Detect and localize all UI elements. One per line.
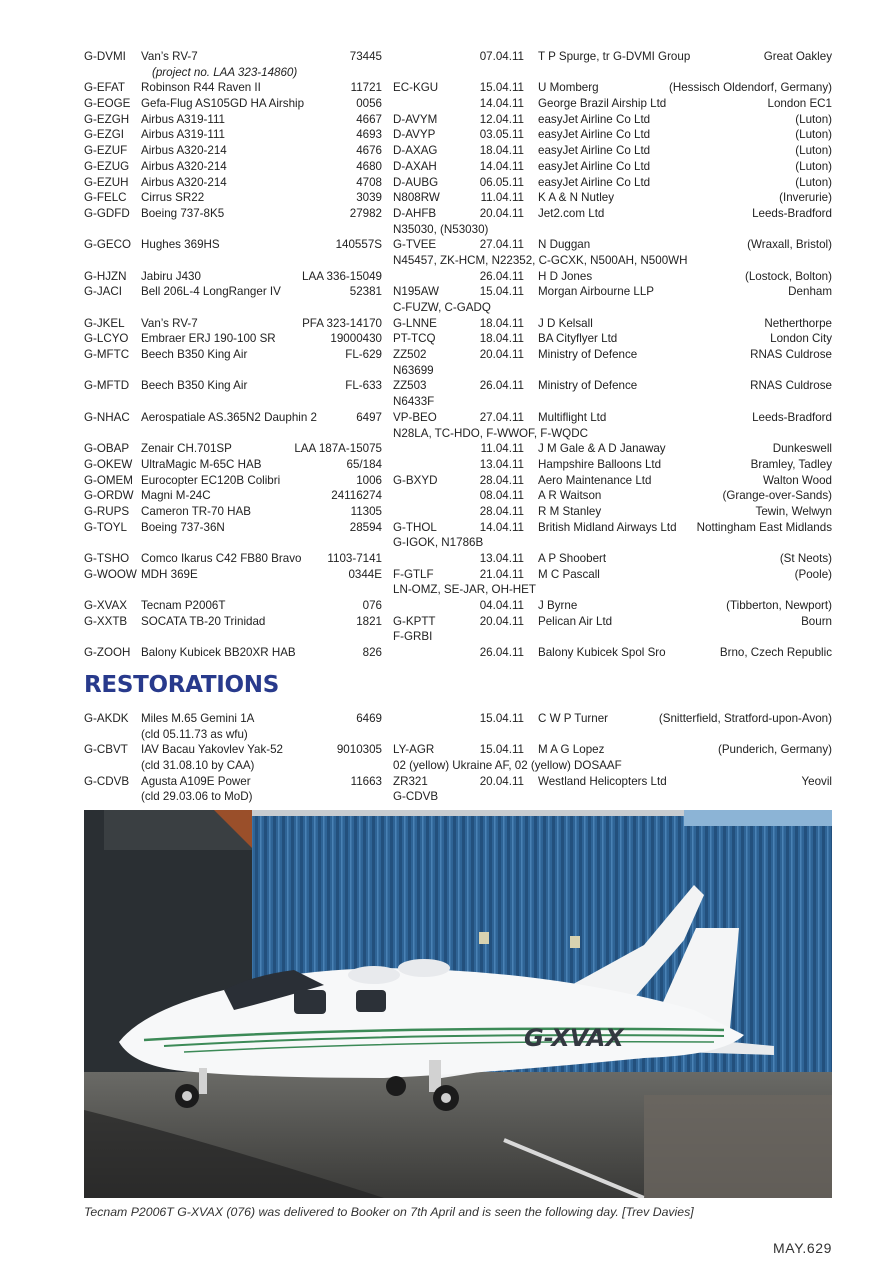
constructor-number: 0056 xyxy=(356,97,382,111)
owner: easyJet Airline Co Ltd xyxy=(538,128,651,142)
previous-identity: ZZ502 xyxy=(393,348,427,362)
aircraft-type: Agusta A109E Power xyxy=(141,774,251,788)
previous-identity: D-AXAG xyxy=(393,144,438,158)
registration: G-EZUH xyxy=(84,175,129,189)
row-continuation xyxy=(84,426,832,442)
aircraft-type: Gefa-Flug AS105GD HA Airship xyxy=(141,97,305,111)
registration: G-TSHO xyxy=(84,552,130,565)
constructor-number: 73445 xyxy=(349,50,382,63)
registration-date: 28.04.11 xyxy=(479,504,524,518)
register-table xyxy=(84,49,832,661)
aircraft-type: Miles M.65 Gemini 1A xyxy=(141,712,255,725)
row-continuation xyxy=(84,394,832,410)
table-row xyxy=(84,269,832,285)
aircraft-type: Beech B350 King Air xyxy=(141,348,248,362)
previous-identity: G-BXYD xyxy=(393,473,438,487)
constructor-number: 11721 xyxy=(350,81,382,95)
table-row xyxy=(84,410,832,426)
constructor-number: PFA 323-14170 xyxy=(302,316,382,330)
constructor-number: 52381 xyxy=(349,285,382,299)
location: Great Oakley xyxy=(763,50,832,63)
previous-identities-continued: N63699 xyxy=(393,363,434,377)
aircraft-type: Aerospatiale AS.365N2 Dauphin 2 xyxy=(141,410,317,424)
registration-date: 20.04.11 xyxy=(479,614,524,628)
owner: Ministry of Defence xyxy=(538,379,638,393)
registration-date: 03.05.11 xyxy=(479,128,524,142)
aircraft-type: Embraer ERJ 190-100 SR xyxy=(141,332,276,346)
owner: M A G Lopez xyxy=(538,743,605,757)
previous-identities-continued: N35030, (N53030) xyxy=(393,222,489,236)
constructor-number: 28594 xyxy=(349,520,382,534)
location: (Punderich, Germany) xyxy=(717,743,832,757)
registration: G-XVAX xyxy=(84,599,127,613)
previous-identity: PT-TCQ xyxy=(393,332,436,346)
table-row xyxy=(84,159,832,175)
aircraft-type: Zenair CH.701SP xyxy=(141,442,232,456)
aircraft-type: Airbus A320-214 xyxy=(141,144,227,158)
owner: Balony Kubicek Spol Sro xyxy=(538,646,666,660)
previous-identities-continued: F-GRBI xyxy=(393,630,433,644)
aircraft-photo xyxy=(84,810,832,1198)
constructor-number: 4708 xyxy=(356,175,382,189)
registration-date: 04.04.11 xyxy=(479,599,524,613)
aircraft-type: MDH 369E xyxy=(141,567,198,581)
previous-identity: F-GTLF xyxy=(393,567,434,581)
table-row xyxy=(84,127,832,143)
registration: G-MFTD xyxy=(84,379,130,393)
constructor-number: 140557S xyxy=(335,238,382,252)
row-continuation xyxy=(84,789,832,805)
aircraft-type: SOCATA TB-20 Trinidad xyxy=(141,614,266,628)
registration-date: 21.04.11 xyxy=(479,567,524,581)
row-continuation xyxy=(84,758,832,774)
location: Brno, Czech Republic xyxy=(719,646,832,660)
location: Bourn xyxy=(801,614,832,628)
registration-date: 14.04.11 xyxy=(479,520,524,534)
owner: Multiflight Ltd xyxy=(538,410,607,424)
registration: G-JACI xyxy=(84,285,123,299)
constructor-number: 4676 xyxy=(356,144,382,158)
registration-date: 13.04.11 xyxy=(479,552,524,565)
constructor-number: 4693 xyxy=(356,128,382,142)
owner: easyJet Airline Co Ltd xyxy=(538,159,651,173)
owner: Morgan Airbourne LLP xyxy=(538,285,655,299)
constructor-number: 1006 xyxy=(356,473,382,487)
aircraft-registration-marking: G-XVAX xyxy=(524,1024,624,1052)
owner: R M Stanley xyxy=(538,504,602,518)
table-row xyxy=(84,96,832,112)
registration-date: 18.04.11 xyxy=(479,316,524,330)
table-row xyxy=(84,206,832,222)
location: (Luton) xyxy=(795,159,832,173)
owner: J D Kelsall xyxy=(538,316,593,330)
location: (Luton) xyxy=(795,128,832,142)
table-row xyxy=(84,49,832,65)
aircraft-type: Magni M-24C xyxy=(141,489,211,503)
row-note xyxy=(84,65,832,81)
table-row xyxy=(84,347,832,363)
previous-identity: LY-AGR xyxy=(393,743,435,757)
owner: J Byrne xyxy=(538,599,578,613)
registration: G-HJZN xyxy=(84,269,127,283)
page-number: MAY.629 xyxy=(773,1240,832,1256)
registration: G-AKDK xyxy=(84,712,129,725)
aircraft-type: Van’s RV-7 xyxy=(141,50,198,63)
table-row xyxy=(84,488,832,504)
registration-date: 27.04.11 xyxy=(479,238,524,252)
table-row xyxy=(84,473,832,489)
previous-identities-continued: G-IGOK, N1786B xyxy=(393,536,484,550)
location: Dunkeswell xyxy=(772,442,832,456)
table-row xyxy=(84,175,832,191)
constructor-number: 19000430 xyxy=(330,332,382,346)
previous-identities-continued: LN-OMZ, SE-JAR, OH-HET xyxy=(393,583,536,597)
aircraft-type: Bell 206L-4 LongRanger IV xyxy=(141,285,281,299)
registration: G-FELC xyxy=(84,191,127,205)
registration-date: 26.04.11 xyxy=(479,379,524,393)
location: (Poole) xyxy=(794,567,832,581)
previous-identity: G-KPTT xyxy=(393,614,436,628)
registration-date: 15.04.11 xyxy=(479,285,524,299)
table-row xyxy=(84,457,832,473)
previous-identities-continued: C-FUZW, C-GADQ xyxy=(393,301,491,314)
location: (St Neots) xyxy=(779,552,832,565)
registration: G-RUPS xyxy=(84,504,130,518)
owner: K A & N Nutley xyxy=(538,191,615,205)
constructor-number: 076 xyxy=(362,599,382,613)
aircraft-type: Airbus A320-214 xyxy=(141,175,227,189)
registration: G-TOYL xyxy=(84,520,127,534)
registration: G-ORDW xyxy=(84,489,134,503)
registration-date: 27.04.11 xyxy=(479,410,524,424)
table-row xyxy=(84,551,832,567)
registration: G-OMEM xyxy=(84,473,133,487)
registration-date: 18.04.11 xyxy=(479,144,524,158)
constructor-number: FL-629 xyxy=(345,348,382,362)
location: (Hessisch Oldendorf, Germany) xyxy=(668,81,832,95)
registration-date: 14.04.11 xyxy=(479,97,524,111)
table-row xyxy=(84,711,832,727)
previous-identities-continued: G-CDVB xyxy=(393,790,439,804)
table-row xyxy=(84,614,832,630)
aircraft-type: Eurocopter EC120B Colibri xyxy=(141,473,281,487)
previous-identity: G-THOL xyxy=(393,520,437,534)
registration: G-CBVT xyxy=(84,743,128,757)
registration: G-JKEL xyxy=(84,316,125,330)
table-row xyxy=(84,331,832,347)
owner: easyJet Airline Co Ltd xyxy=(538,144,651,158)
owner: easyJet Airline Co Ltd xyxy=(538,112,651,126)
location: (Luton) xyxy=(795,112,832,126)
owner: A R Waitson xyxy=(538,489,602,503)
table-row xyxy=(84,520,832,536)
owner: N Duggan xyxy=(538,238,591,252)
constructor-number: 826 xyxy=(362,646,382,660)
owner: H D Jones xyxy=(538,269,593,283)
previous-identities-continued: N28LA, TC-HDO, F-WWOF, F-WQDC xyxy=(393,426,588,440)
row-continuation xyxy=(84,535,832,551)
aircraft-type: Comco Ikarus C42 FB80 Bravo xyxy=(141,552,302,565)
aircraft-type: Cameron TR-70 HAB xyxy=(141,504,251,518)
location: RNAS Culdrose xyxy=(750,379,832,393)
aircraft-type: Robinson R44 Raven II xyxy=(141,81,261,95)
cancellation-note: (cld 29.03.06 to MoD) xyxy=(141,790,253,804)
table-row xyxy=(84,504,832,520)
row-continuation xyxy=(84,363,832,379)
owner: British Midland Airways Ltd xyxy=(538,520,677,534)
registration: G-EZGH xyxy=(84,112,130,126)
constructor-number: 6469 xyxy=(356,712,382,725)
aircraft-type: Jabiru J430 xyxy=(141,269,201,283)
aircraft-type: Tecnam P2006T xyxy=(141,599,226,613)
constructor-number: 9010305 xyxy=(336,743,382,757)
aircraft-type: Boeing 737-8K5 xyxy=(141,206,225,220)
location: (Grange-over-Sands) xyxy=(722,489,832,503)
constructor-number: FL-633 xyxy=(345,379,382,393)
previous-identity: D-AVYM xyxy=(393,112,438,126)
table-row xyxy=(84,441,832,457)
registration: G-GECO xyxy=(84,238,132,252)
previous-identities-continued: N45457, ZK-HCM, N22352, C-GCXK, N500AH, N500WH xyxy=(393,253,688,267)
constructor-number: 6497 xyxy=(356,410,382,424)
owner: Aero Maintenance Ltd xyxy=(538,473,652,487)
location: Leeds-Bradford xyxy=(752,206,832,220)
location: London EC1 xyxy=(767,97,832,111)
registration-date: 07.04.11 xyxy=(479,50,524,63)
photo-caption: Tecnam P2006T G-XVAX (076) was delivered to Booker on 7th April and is seen the following day. [Trev Davies] xyxy=(84,1205,694,1219)
constructor-number: LAA 187A-15075 xyxy=(294,442,382,456)
row-continuation xyxy=(84,222,832,238)
constructor-number: 65/184 xyxy=(346,457,382,471)
registration-date: 26.04.11 xyxy=(479,646,524,660)
aircraft-type: Van’s RV-7 xyxy=(141,316,198,330)
previous-identity: D-AXAH xyxy=(393,159,437,173)
table-row xyxy=(84,742,832,758)
previous-identity: D-AVYP xyxy=(393,128,436,142)
row-continuation xyxy=(84,582,832,598)
location: (Snitterfield, Stratford-upon-Avon) xyxy=(658,712,832,725)
location: Yeovil xyxy=(801,774,832,788)
owner: M C Pascall xyxy=(538,567,600,581)
registration: G-WOOW xyxy=(84,567,137,581)
location: RNAS Culdrose xyxy=(750,348,832,362)
aircraft-type: Beech B350 King Air xyxy=(141,379,248,393)
owner: Ministry of Defence xyxy=(538,348,638,362)
constructor-number: 27982 xyxy=(349,206,382,220)
section-title-restorations: RESTORATIONS xyxy=(84,672,279,698)
registration: G-EFAT xyxy=(84,81,126,95)
location: (Luton) xyxy=(795,175,832,189)
registration: G-OKEW xyxy=(84,457,133,471)
location: Netherthorpe xyxy=(764,316,832,330)
aircraft-type: UltraMagic M-65C HAB xyxy=(141,457,262,471)
constructor-number: LAA 336-15049 xyxy=(302,269,382,283)
location: London City xyxy=(770,332,832,346)
registration: G-EZGI xyxy=(84,128,124,142)
project-note: (project no. LAA 323-14860) xyxy=(152,65,298,79)
registration-date: 20.04.11 xyxy=(479,206,524,220)
previous-identity: G-TVEE xyxy=(393,238,437,252)
previous-identity: VP-BEO xyxy=(393,410,437,424)
previous-identity: EC-KGU xyxy=(393,81,439,95)
registration-date: 14.04.11 xyxy=(479,159,524,173)
constructor-number: 11305 xyxy=(350,504,382,518)
location: Bramley, Tadley xyxy=(750,457,832,471)
previous-identity: ZR321 xyxy=(393,774,428,788)
registration-date: 08.04.11 xyxy=(479,489,524,503)
registration: G-EZUG xyxy=(84,159,130,173)
aircraft-type: Airbus A319-111 xyxy=(141,128,226,142)
owner: Jet2.com Ltd xyxy=(538,206,605,220)
previous-identity: N808RW xyxy=(393,191,440,205)
location: Tewin, Welwyn xyxy=(755,504,832,518)
constructor-number: 1103-7141 xyxy=(327,552,382,565)
cancellation-note: (cld 31.08.10 by CAA) xyxy=(141,759,255,773)
aircraft-type: Airbus A320-214 xyxy=(141,159,227,173)
table-row xyxy=(84,284,832,300)
aircraft-type: IAV Bacau Yakovlev Yak-52 xyxy=(141,743,283,757)
owner: BA Cityflyer Ltd xyxy=(538,332,618,346)
table-row xyxy=(84,316,832,332)
table-row xyxy=(84,190,832,206)
table-row xyxy=(84,237,832,253)
registration-date: 15.04.11 xyxy=(479,81,524,95)
registration-date: 15.04.11 xyxy=(479,712,524,725)
owner: J M Gale & A D Janaway xyxy=(538,442,666,456)
table-row xyxy=(84,80,832,96)
previous-identity: D-AHFB xyxy=(393,206,437,220)
registration: G-GDFD xyxy=(84,206,130,220)
restorations-table xyxy=(84,711,832,805)
previous-identity: ZZ503 xyxy=(393,379,427,393)
registration-date: 18.04.11 xyxy=(479,332,524,346)
table-row xyxy=(84,112,832,128)
registration-date: 11.04.11 xyxy=(480,442,524,456)
constructor-number: 11663 xyxy=(350,774,382,788)
aircraft-type: Boeing 737-36N xyxy=(141,520,225,534)
location: (Tibberton, Newport) xyxy=(726,599,832,613)
owner: Hampshire Balloons Ltd xyxy=(538,457,662,471)
registration: G-CDVB xyxy=(84,774,130,788)
registration-date: 20.04.11 xyxy=(479,348,524,362)
table-row xyxy=(84,645,832,661)
registration-date: 06.05.11 xyxy=(479,175,524,189)
previous-identities-continued: N6433F xyxy=(393,395,435,409)
registration-date: 11.04.11 xyxy=(480,191,524,205)
cancellation-note: (cld 05.11.73 as wfu) xyxy=(141,727,248,741)
location: (Inverurie) xyxy=(779,191,832,205)
registration: G-DVMI xyxy=(84,50,126,63)
previous-identities-continued: 02 (yellow) Ukraine AF, 02 (yellow) DOSAAF xyxy=(393,759,622,773)
location: (Luton) xyxy=(795,144,832,158)
registration: G-NHAC xyxy=(84,410,130,424)
constructor-number: 4680 xyxy=(356,159,382,173)
registration: G-EZUF xyxy=(84,144,128,158)
table-row xyxy=(84,567,832,583)
registration-date: 15.04.11 xyxy=(479,743,524,757)
row-continuation xyxy=(84,253,832,269)
location: Leeds-Bradford xyxy=(752,410,832,424)
owner: C W P Turner xyxy=(538,712,609,725)
registration-date: 28.04.11 xyxy=(479,473,524,487)
table-row xyxy=(84,143,832,159)
row-continuation xyxy=(84,629,832,645)
table-row xyxy=(84,598,832,614)
constructor-number: 3039 xyxy=(356,191,382,205)
registration-date: 20.04.11 xyxy=(479,774,524,788)
location: Denham xyxy=(788,285,832,299)
registration: G-ZOOH xyxy=(84,646,131,660)
previous-identity: N195AW xyxy=(393,285,439,299)
owner: A P Shoobert xyxy=(538,552,607,565)
registration: G-MFTC xyxy=(84,348,130,362)
previous-identity: D-AUBG xyxy=(393,175,439,189)
constructor-number: 0344E xyxy=(348,567,382,581)
registration: G-XXTB xyxy=(84,614,128,628)
owner: U Momberg xyxy=(538,81,599,95)
registration-date: 13.04.11 xyxy=(479,457,524,471)
owner: George Brazil Airship Ltd xyxy=(538,97,667,111)
location: Nottingham East Midlands xyxy=(696,520,832,534)
owner: T P Spurge, tr G-DVMI Group xyxy=(538,50,691,63)
location: (Lostock, Bolton) xyxy=(745,269,832,283)
registration-date: 12.04.11 xyxy=(479,112,524,126)
location: (Wraxall, Bristol) xyxy=(747,238,832,252)
table-row xyxy=(84,774,832,790)
constructor-number: 1821 xyxy=(356,614,382,628)
owner: Pelican Air Ltd xyxy=(538,614,613,628)
previous-identity: G-LNNE xyxy=(393,316,437,330)
owner: Westland Helicopters Ltd xyxy=(538,774,667,788)
location: Walton Wood xyxy=(763,473,832,487)
registration: G-LCYO xyxy=(84,332,129,346)
aircraft-type: Balony Kubicek BB20XR HAB xyxy=(141,646,296,660)
registration: G-EOGE xyxy=(84,97,131,111)
aircraft-type: Airbus A319-111 xyxy=(141,112,226,126)
row-continuation xyxy=(84,300,832,316)
constructor-number: 4667 xyxy=(356,112,382,126)
owner: easyJet Airline Co Ltd xyxy=(538,175,651,189)
constructor-number: 24116274 xyxy=(331,489,382,503)
row-continuation xyxy=(84,727,832,743)
aircraft-type: Hughes 369HS xyxy=(141,238,220,252)
registration: G-OBAP xyxy=(84,442,130,456)
table-row xyxy=(84,378,832,394)
registration-date: 26.04.11 xyxy=(479,269,524,283)
aircraft-type: Cirrus SR22 xyxy=(141,191,205,205)
